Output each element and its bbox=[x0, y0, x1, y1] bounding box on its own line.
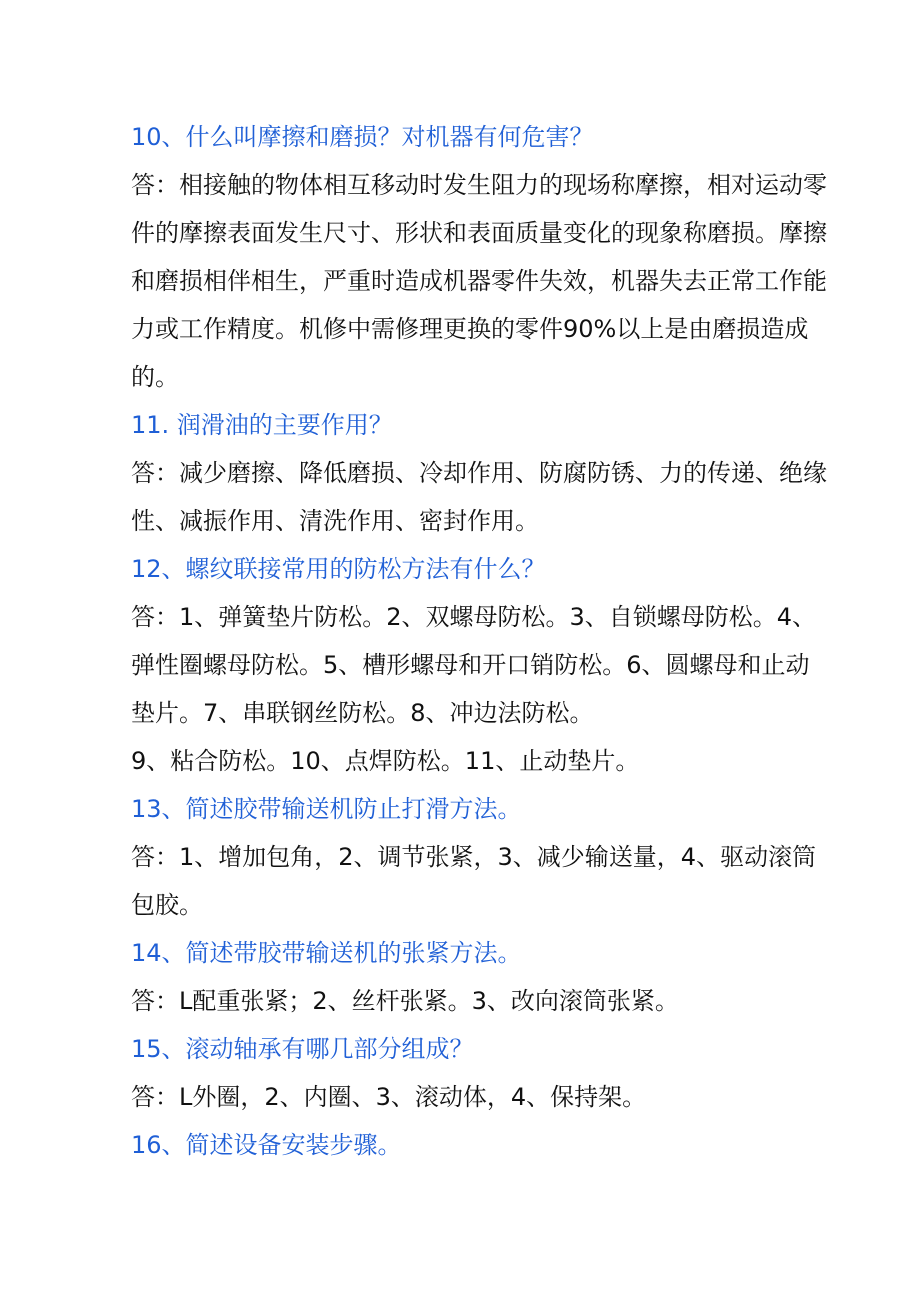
question-13: 13、简述胶带输送机防止打滑方法。 bbox=[131, 795, 522, 823]
answer-15: 答：L外圈，2、内圈、3、滚动体，4、保持架。 bbox=[131, 1083, 647, 1111]
answer-13: 答：1、增加包角，2、调节张紧，3、减少输送量，4、驱动滚筒包胶。 bbox=[131, 843, 817, 919]
question-10: 10、什么叫摩擦和磨损？对机器有何危害？ bbox=[131, 123, 594, 151]
answer-11: 答：减少磨擦、降低磨损、冷却作用、防腐防锈、力的传递、绝缘性、减振作用、清洗作用、密封作用。 bbox=[131, 459, 827, 535]
document-body bbox=[131, 113, 831, 1169]
answer-14: 答：L配重张紧；2、丝杆张紧。3、改向滚筒张紧。 bbox=[131, 987, 679, 1015]
question-14: 14、简述带胶带输送机的张紧方法。 bbox=[131, 939, 522, 967]
answer-10: 答：相接触的物体相互移动时发生阻力的现场称摩擦，相对运动零件的摩擦表面发生尺寸、形状和表面质量变化的现象称磨损。摩擦和磨损相伴相生，严重时造成机器零件失效，机器失去正常工作能力或工作精度。机修中需修理更换的零件90%以上是由磨损造成的。 bbox=[131, 171, 827, 391]
answer-12: 答：1、弹簧垫片防松。2、双螺母防松。3、自锁螺母防松。4、弹性圈螺母防松。5、槽形螺母和开口销防松。6、圆螺母和止动垫片。7、串联钢丝防松。8、冲边法防松。 bbox=[131, 603, 817, 727]
question-16: 16、简述设备安装步骤。 bbox=[131, 1131, 402, 1159]
question-11: 11. 润滑油的主要作用？ bbox=[131, 411, 393, 439]
answer-12-continued: 9、粘合防松。10、点焊防松。11、止动垫片。 bbox=[131, 747, 640, 775]
question-12: 12、螺纹联接常用的防松方法有什么？ bbox=[131, 555, 546, 583]
question-15: 15、滚动轴承有哪几部分组成？ bbox=[131, 1035, 474, 1063]
